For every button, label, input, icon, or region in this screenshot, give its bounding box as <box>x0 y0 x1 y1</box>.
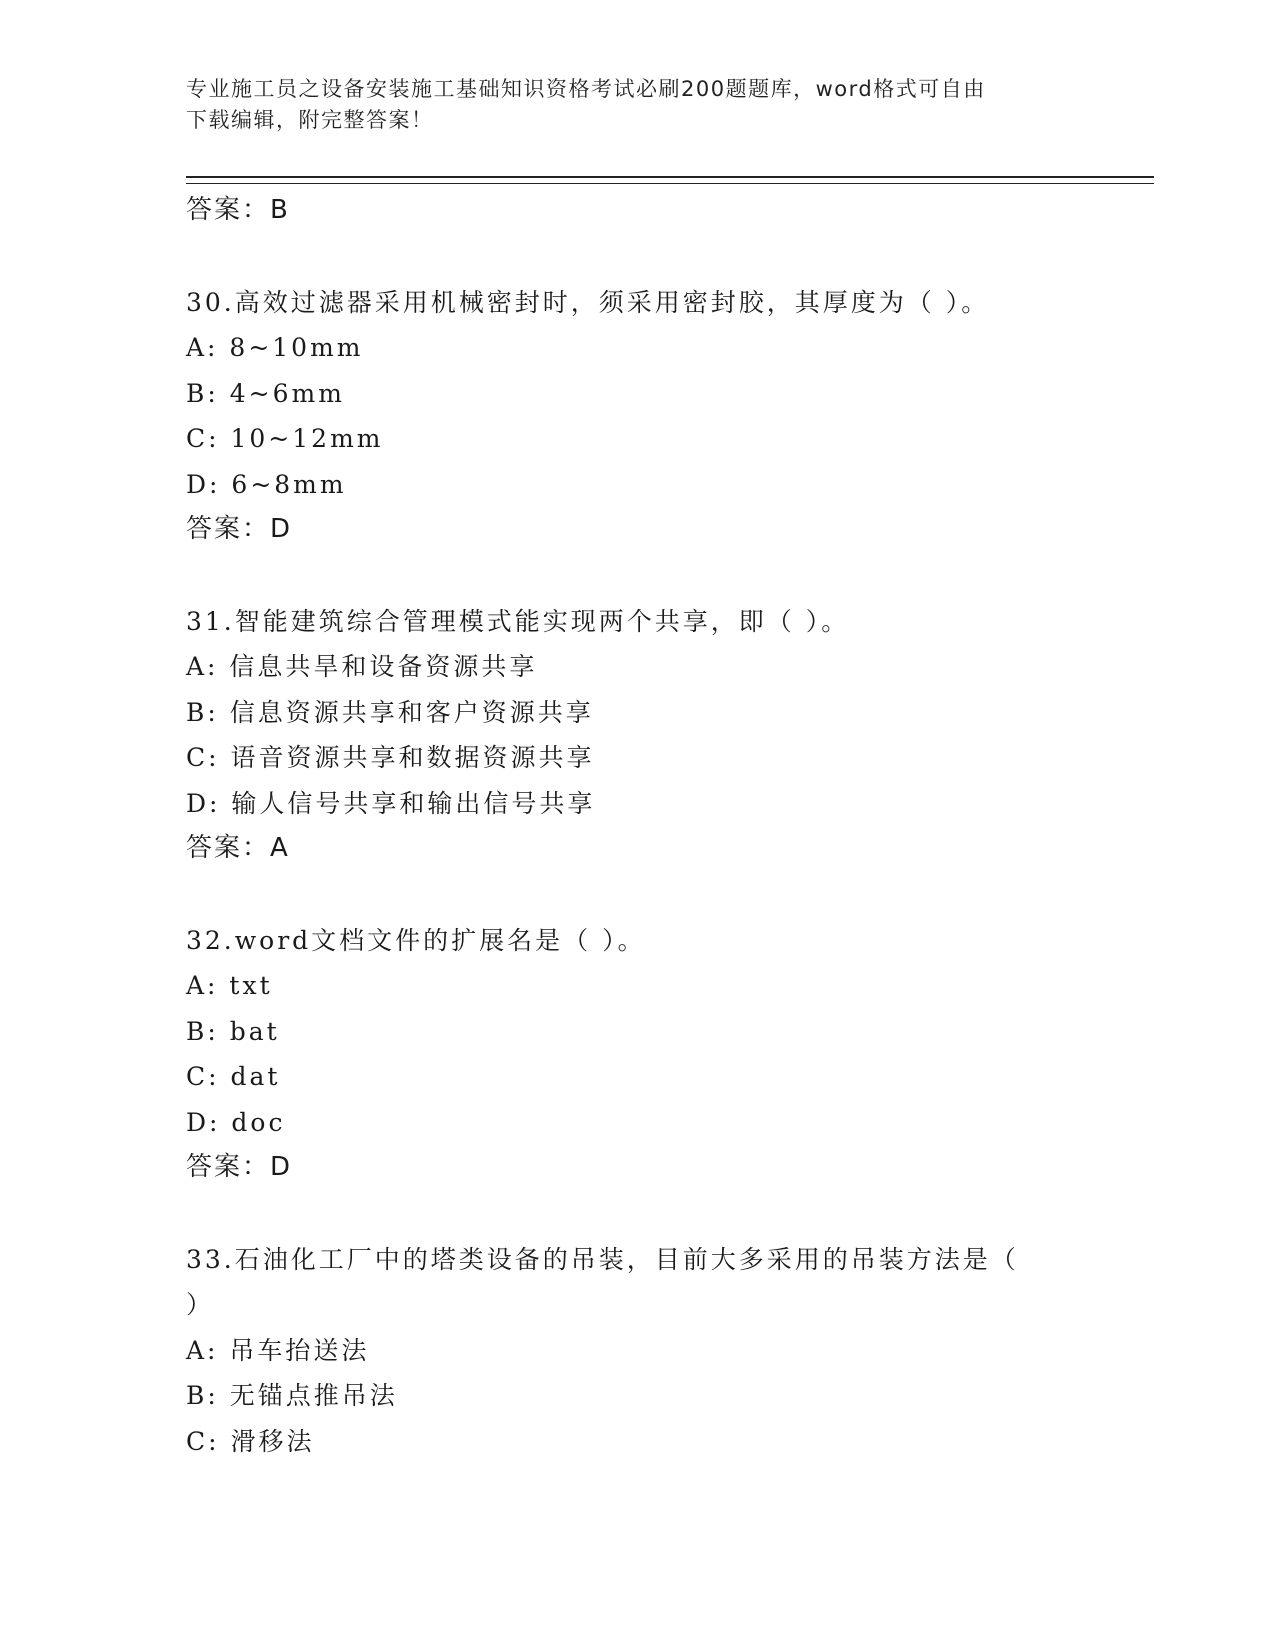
question-list <box>186 188 1154 1464</box>
spacer <box>186 872 1154 918</box>
question-title: 32.word文档文件的扩展名是（ ）。 <box>186 925 646 955</box>
answer-line: 答案：A <box>186 833 290 863</box>
option-a: A: txt <box>186 971 273 1000</box>
option-a: A: 8~10mm <box>186 333 364 362</box>
option-c: C: 滑移法 <box>186 1426 315 1456</box>
option-c: C: dat <box>186 1062 281 1091</box>
option-c: C: 10~12mm <box>186 424 384 453</box>
question-block <box>186 599 1154 872</box>
question-title: 33.石油化工厂中的塔类设备的吊装，目前大多采用的吊装方法是（ <box>186 1244 1019 1274</box>
question-title: 31.智能建筑综合管理模式能实现两个共享，即（ ）。 <box>186 606 850 636</box>
question-title: 30.高效过滤器采用机械密封时，须采用密封胶，其厚度为（ ）。 <box>186 287 990 317</box>
answer-line: 答案：B <box>186 195 290 225</box>
option-a: A: 信息共旱和设备资源共享 <box>186 652 538 681</box>
option-c: C: 语音资源共享和数据资源共享 <box>186 743 595 772</box>
option-d: D: 输人信号共享和输出信号共享 <box>186 788 596 818</box>
option-a: A: 吊车抬送法 <box>186 1335 370 1365</box>
option-b: B: 无锚点推吊法 <box>186 1381 398 1410</box>
spacer <box>186 234 1154 280</box>
question-title-continued: ） <box>186 1290 215 1319</box>
option-d: D: 6~8mm <box>186 469 347 499</box>
question-block <box>186 918 1154 1191</box>
header-line-1: 专业施工员之设备安装施工基础知识资格考试必刷200题题库，word格式可自由 <box>186 77 986 101</box>
question-block <box>186 280 1154 553</box>
spacer <box>186 553 1154 599</box>
answer-line: 答案：D <box>186 514 293 544</box>
header-line-2: 下载编辑，附完整答案！ <box>186 108 434 132</box>
question-block <box>186 1237 1154 1465</box>
option-b: B: 信息资源共享和客户资源共享 <box>186 697 594 727</box>
option-b: B: bat <box>186 1016 280 1046</box>
header-divider <box>186 176 1154 184</box>
document-header <box>186 74 1066 136</box>
option-b: B: 4~6mm <box>186 378 345 408</box>
spacer <box>186 1191 1154 1237</box>
option-d: D: doc <box>186 1107 286 1137</box>
answer-line: 答案：D <box>186 1152 293 1182</box>
